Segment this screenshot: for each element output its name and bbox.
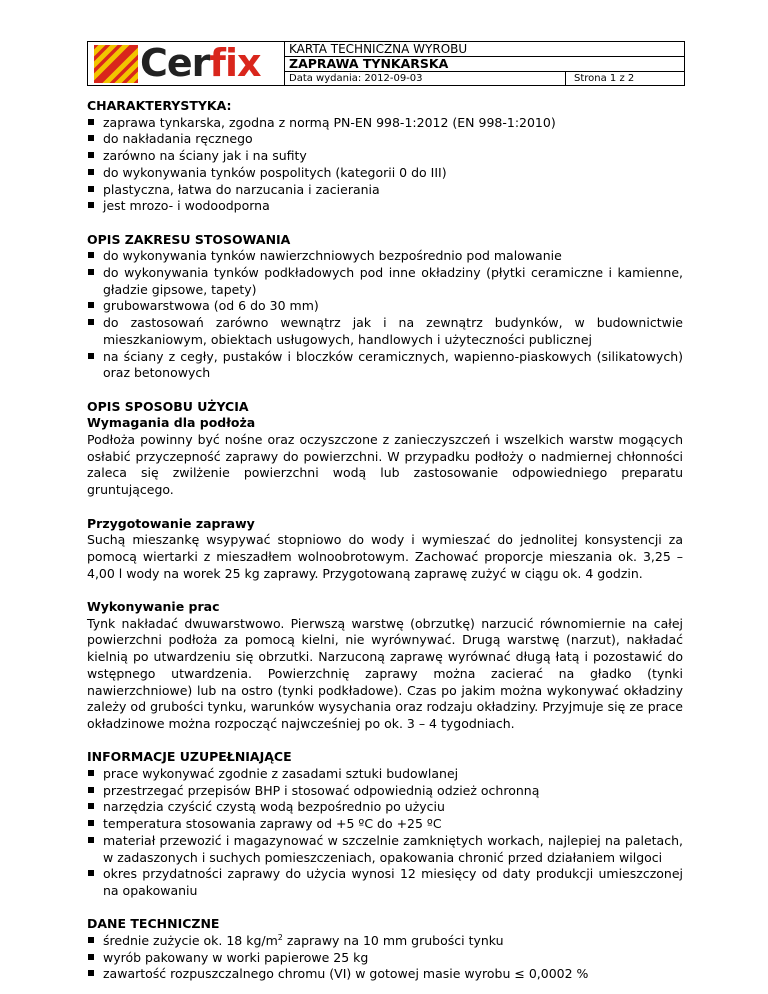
page-number: Strona 1 z 2 [565, 72, 685, 85]
square-bullet-icon [88, 787, 94, 793]
additional-list [87, 766, 683, 900]
list-item: zawartość rozpuszczalnego chromu (VI) w gotowej masie wyrobu ≤ 0,0002 % [87, 966, 683, 983]
square-bullet-icon [88, 770, 94, 776]
work-text: Tynk nakładać dwuwarstwowo. Pierwszą warstwę (obrzutkę) narzucić równomiernie na całej powierzchni podłoża za pomocą kielni, nie wyrównywać. Drugą warstwę (narzut), nakładać kielnią po utwardzeniu się obrzutki. Narzuconą zaprawę wyrównać długą łatą i pozostawić do wstępnego utwardzenia. Powierzchnię zaprawy można zacierać na gładko (tynki nawierzchniowe) lub na ostro (tynki podkładowe). Czas po jakim można wykonywać okładziny zależy od grubości tynku, warunków wysychania oraz rodzaju okładziny. Przyjmuje się ze prace okładzinowe można rozpocząć najwcześniej po ok. 3 – 4 tygodniach. [87, 615, 683, 731]
square-bullet-icon [88, 302, 94, 308]
square-bullet-icon [88, 937, 94, 943]
issue-date: Data wydania: 2012-09-03 [289, 73, 423, 84]
substrate-text: Podłoża powinny być nośne oraz oczyszczone z zanieczyszczeń i wszelkich warstw mogących osłabić przyczepność zaprawy do powierzchni. W przypadku podłoży o nadmiernej chłonności zaleca się zwilżenie powierzchni wodą lub zastosowanie odpowiedniego preparatu gruntującego. [87, 432, 683, 498]
logo-stripes-icon [94, 45, 138, 83]
scope-heading: OPIS ZAKRESU STOSOWANIA [87, 231, 291, 247]
square-bullet-icon [88, 252, 94, 258]
list-item: na ściany z cegły, pustaków i bloczków ceramicznych, wapienno-piaskowych (silikatowych) oraz betonowych [87, 349, 683, 382]
square-bullet-icon [88, 169, 94, 175]
preparation-text: Suchą mieszankę wsypywać stopniowo do wody i wymieszać do jednolitej konsystencji za pomocą wiertarki z mieszadłem wolnoobrotowym. Zachować proporcje mieszania ok. 3,25 – 4,00 l wody na worek 25 kg zaprawy. Przygotowaną zaprawę zużyć w ciągu ok. 4 godzin. [87, 532, 683, 581]
square-bullet-icon [88, 152, 94, 158]
list-item: materiał przewozić i magazynować w szczelnie zamkniętych workach, najlepiej na paletach, w zadaszonych i suchych pomieszczeniach, opakowania chronić przed działaniem wilgoci [87, 833, 683, 866]
list-item: przestrzegać przepisów BHP i stosować odpowiednią odzież ochronną [87, 783, 683, 800]
list-item: okres przydatności zaprawy do użycia wynosi 12 miesięcy od daty produkcji umieszczonej na opakowaniu [87, 866, 683, 899]
characteristics-list [87, 115, 683, 215]
list-item: do wykonywania tynków nawierzchniowych bezpośrednio pod malowanie [87, 248, 683, 265]
square-bullet-icon [88, 954, 94, 960]
usage-heading: OPIS SPOSOBU UŻYCIA [87, 398, 249, 414]
square-bullet-icon [88, 870, 94, 876]
additional-heading: INFORMACJE UZUPEŁNIAJĄCE [87, 749, 292, 765]
list-item: do wykonywania tynków pospolitych (kategorii 0 do III) [87, 165, 683, 182]
document-header [87, 41, 685, 86]
list-item: jest mrozo- i wodoodporna [87, 198, 683, 215]
square-bullet-icon [88, 269, 94, 275]
square-bullet-icon [88, 119, 94, 125]
preparation-heading: Przygotowanie zaprawy [87, 515, 255, 531]
characteristics-heading: CHARAKTERYSTYKA: [87, 98, 232, 113]
list-item: do zastosowań zarówno wewnątrz jak i na zewnątrz budynków, w budownictwie mieszkaniowym, obiektach usługowych, handlowych i użyteczności publicznej [87, 315, 683, 348]
list-item: grubowarstwowa (od 6 do 30 mm) [87, 298, 683, 315]
list-item: zaprawa tynkarska, zgodna z normą PN-EN 998-1:2012 (EN 998-1:2010) [87, 115, 683, 132]
square-bullet-icon [88, 803, 94, 809]
substrate-heading: Wymagania dla podłoża [87, 415, 256, 431]
cerfix-logo [88, 42, 285, 85]
technical-list [87, 933, 683, 983]
list-item: narzędzia czyścić czystą wodą bezpośrednio po użyciu [87, 799, 683, 816]
square-bullet-icon [88, 353, 94, 359]
technical-heading: DANE TECHNICZNE [87, 916, 220, 932]
list-item: temperatura stosowania zaprawy od +5 ºC do +25 ºC [87, 816, 683, 833]
product-name: ZAPRAWA TYNKARSKA [285, 57, 684, 72]
scope-list [87, 248, 683, 382]
work-heading: Wykonywanie prac [87, 599, 220, 615]
list-item: średnie zużycie ok. 18 $kg/m^2$ zaprawy na 10 mm grubości tynku [87, 933, 683, 950]
list-item: do nakładania ręcznego [87, 131, 683, 148]
list-item: plastyczna, łatwa do narzucania i zacierania [87, 182, 683, 199]
list-item: wyrób pakowany w worki papierowe 25 kg [87, 950, 683, 967]
document-body [87, 98, 683, 983]
list-item: zarówno na ściany jak i na sufity [87, 148, 683, 165]
square-bullet-icon [88, 970, 94, 976]
doc-type: KARTA TECHNICZNA WYROBU [285, 42, 684, 57]
square-bullet-icon [88, 202, 94, 208]
square-bullet-icon [88, 319, 94, 325]
square-bullet-icon [88, 837, 94, 843]
list-item: do wykonywania tynków podkładowych pod inne okładziny (płytki ceramiczne i kamienne, gładzie gipsowe, tapety) [87, 265, 683, 298]
issue-row [285, 72, 684, 85]
list-item: prace wykonywać zgodnie z zasadami sztuki budowlanej [87, 766, 683, 783]
square-bullet-icon [88, 135, 94, 141]
square-bullet-icon [88, 820, 94, 826]
logo-wordmark: Cerfix [140, 42, 261, 85]
square-bullet-icon [88, 186, 94, 192]
